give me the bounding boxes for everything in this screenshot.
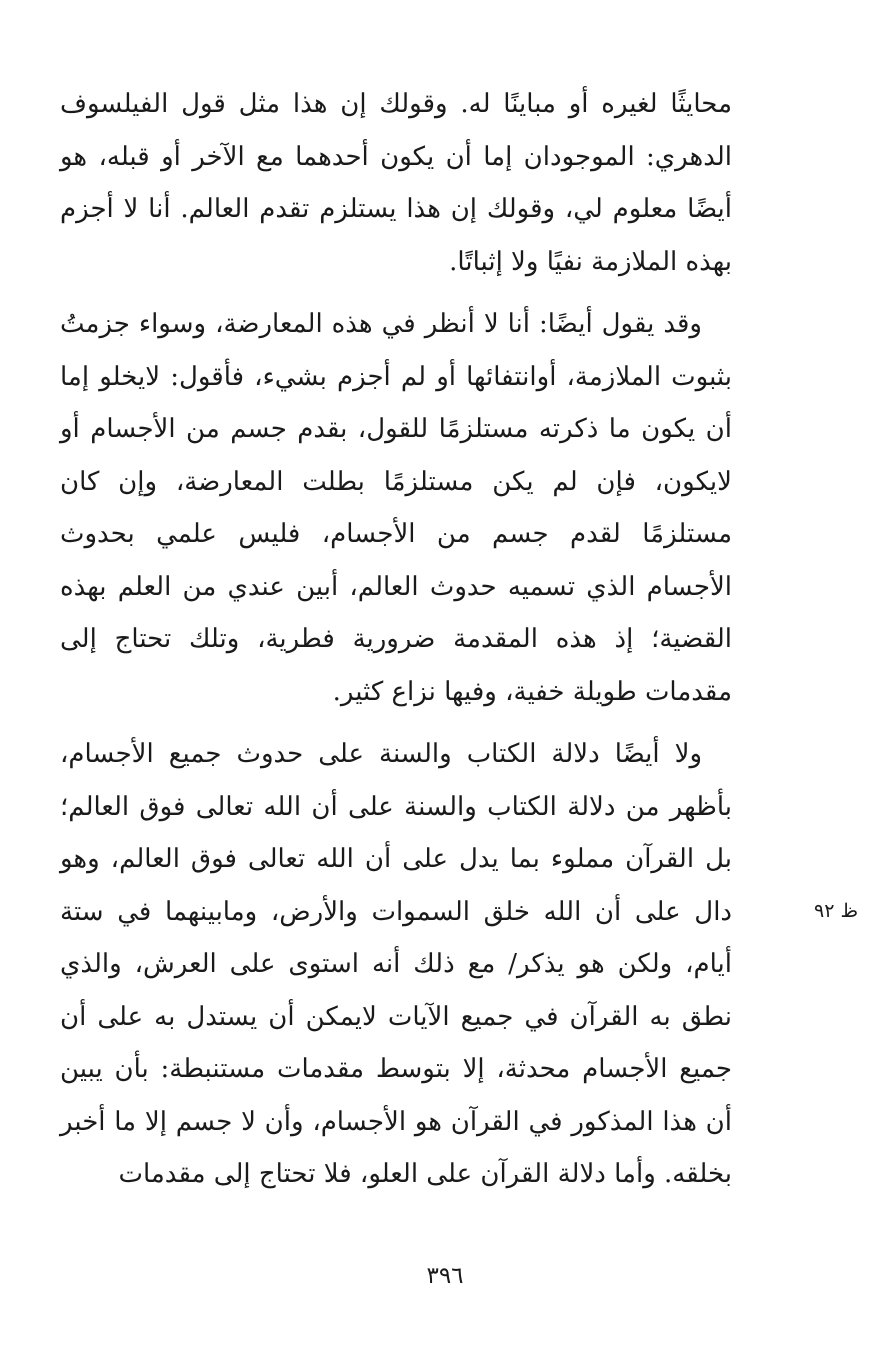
paragraph: وقد يقول أيضًا: أنا لا أنظر في هذه المعارضة، وسواء جزمتُ بثبوت الملازمة، أوانتفائها أو لم أجزم بشيء، فأقول: لايخلو إما أن يكون ما ذكرته مستلزمًا للقول، بقدم جسم من الأجسام أو لايكون، فإن لم يكن مستلزمًا بطلت المعارضة، وإن كان مستلزمًا لقدم جسم من الأجسام، فليس علمي بحدوث الأجسام الذي تسميه حدوث العالم، أبين عندي من العلم بهذه القضية؛ إذ هذه المقدمة ضرورية فطرية، وتلك تحتاج إلى مقدمات طويلة خفية، وفيها نزاع كثير. — [60, 309, 732, 707]
paragraph: محايثًا لغيره أو مباينًا له. وقولك إن هذا مثل قول الفيلسوف الدهري: الموجودان إما أن يكون أحدهما مع الآخر أو قبله، هو أيضًا معلوم لي، وقولك إن هذا يستلزم تقدم العالم. أنا لا أجزم بهذه الملازمة نفيًا ولا إثباتًا. — [60, 89, 732, 277]
page-number: ٣٩٦ — [426, 1263, 464, 1289]
margin-note: ظ ٩٢ — [814, 900, 859, 922]
body-text — [60, 78, 732, 1211]
paragraph: ولا أيضًا دلالة الكتاب والسنة على حدوث جميع الأجسام، بأظهر من دلالة الكتاب والسنة على أن الله تعالى فوق العالم؛ بل القرآن مملوء بما يدل على أن الله تعالى فوق العالم، وهو دال على أن الله خلق السموات والأرض، ومابينهما في ستة أيام، ولكن هو يذكر/ مع ذلك أنه استوى على العرش، والذي نطق به القرآن في جميع الآيات لايمكن أن يستدل به على أن جميع الأجسام محدثة، إلا بتوسط مقدمات مستنبطة: بأن يبين أن هذا المذكور في القرآن هو الأجسام، وأن لا جسم إلا ما أخبر بخلقه. وأما دلالة القرآن على العلو، فلا تحتاج إلى مقدمات — [60, 739, 732, 1189]
